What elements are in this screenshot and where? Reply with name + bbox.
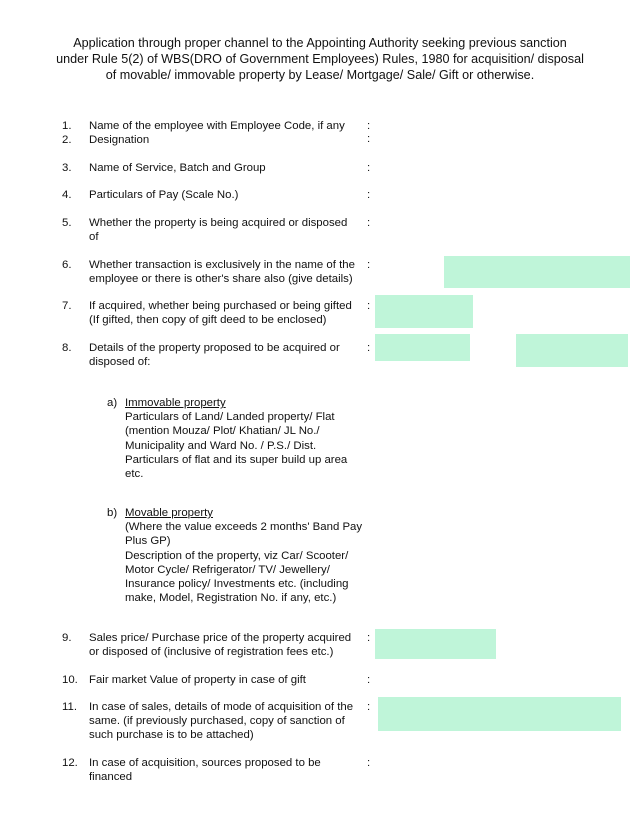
item-label: Details of the property proposed to be acquired or disposed of: [89,342,340,368]
item-colon: : [367,701,371,713]
item-number: 1. [62,120,72,132]
item-colon: : [367,674,371,686]
item-label: Whether the property is being acquired or disposed of [89,217,348,243]
item-9-fill-field[interactable] [375,629,496,659]
item-label: Designation [89,134,150,146]
sub-item-heading: Immovable property [125,397,226,409]
item-colon: : [367,757,371,769]
item-colon: : [367,342,371,354]
item-label: In case of acquisition, sources proposed to be financed [89,757,321,783]
item-colon: : [367,189,371,201]
title-line-1: Application through proper channel to the Appointing Authority seeking previous sanction [73,36,567,50]
item-colon: : [367,120,371,132]
item-number: 4. [62,189,72,201]
item-label: If acquired, whether being purchased or being gifted (If gifted, then copy of gift deed to be enclosed) [89,300,352,326]
title-line-2: under Rule 5(2) of WBS(DRO of Government Employees) Rules, 1980 for acquisition/ disposal [56,52,584,66]
sub-item-heading: Movable property [125,507,214,519]
form-title [40,35,600,83]
item-number: 5. [62,217,72,229]
item-11-fill-field[interactable] [378,697,621,731]
item-colon: : [367,259,371,271]
item-6-fill-field[interactable] [444,256,630,288]
item-label: Whether transaction is exclusively in the name of the employee or there is other's share also (give details) [89,259,355,285]
item-label: In case of sales, details of mode of acquisition of the same. (if previously purchased, copy of sanction of such purchase is to be attached) [89,701,354,741]
item-number: 10. [62,674,78,686]
item-colon: : [367,632,371,644]
item-colon: : [367,133,371,145]
sub-item-letter: b) [107,507,118,519]
item-8-fill-field-left[interactable] [375,334,470,361]
sub-item-body: Immovable property Particulars of Land/ Landed property/ Flat (mention Mouza/ Plot/ Khatian/ JL No./ Municipality and Ward No. / P.S./ Dist. Particulars of flat and its super build up area etc. [125,396,370,481]
item-number: 6. [62,259,72,271]
item-number: 11. [62,701,77,713]
item-number: 3. [62,162,72,174]
item-number: 2. [62,134,72,146]
item-number: 8. [62,342,72,354]
item-number: 12. [62,757,78,769]
item-7-fill-field[interactable] [375,295,473,328]
item-colon: : [367,300,371,312]
title-line-3: of movable/ immovable property by Lease/ Mortgage/ Sale/ Gift or otherwise. [105,68,535,82]
item-label: Sales price/ Purchase price of the property acquired or disposed of (inclusive of registration fees etc.) [89,632,352,658]
sub-item-letter: a) [107,397,118,409]
item-label: Fair market Value of property in case of gift [89,674,306,686]
item-number: 7. [62,300,72,312]
item-8-fill-field-right[interactable] [516,334,628,367]
item-colon: : [367,217,371,229]
item-label: Name of the employee with Employee Code, if any [89,120,345,132]
item-label: Name of Service, Batch and Group [89,162,266,174]
sub-item-body: Movable property (Where the value exceeds 2 months' Band Pay Plus GP) Description of the property, viz Car/ Scooter/ Motor Cycle/ Refrigerator/ TV/ Jewellery/ Insurance policy/ Investments etc. (including make, Model, Registration No. if any, etc.) [125,506,370,605]
item-colon: : [367,162,371,174]
item-label: Particulars of Pay (Scale No.) [89,189,239,201]
item-number: 9. [62,632,72,644]
